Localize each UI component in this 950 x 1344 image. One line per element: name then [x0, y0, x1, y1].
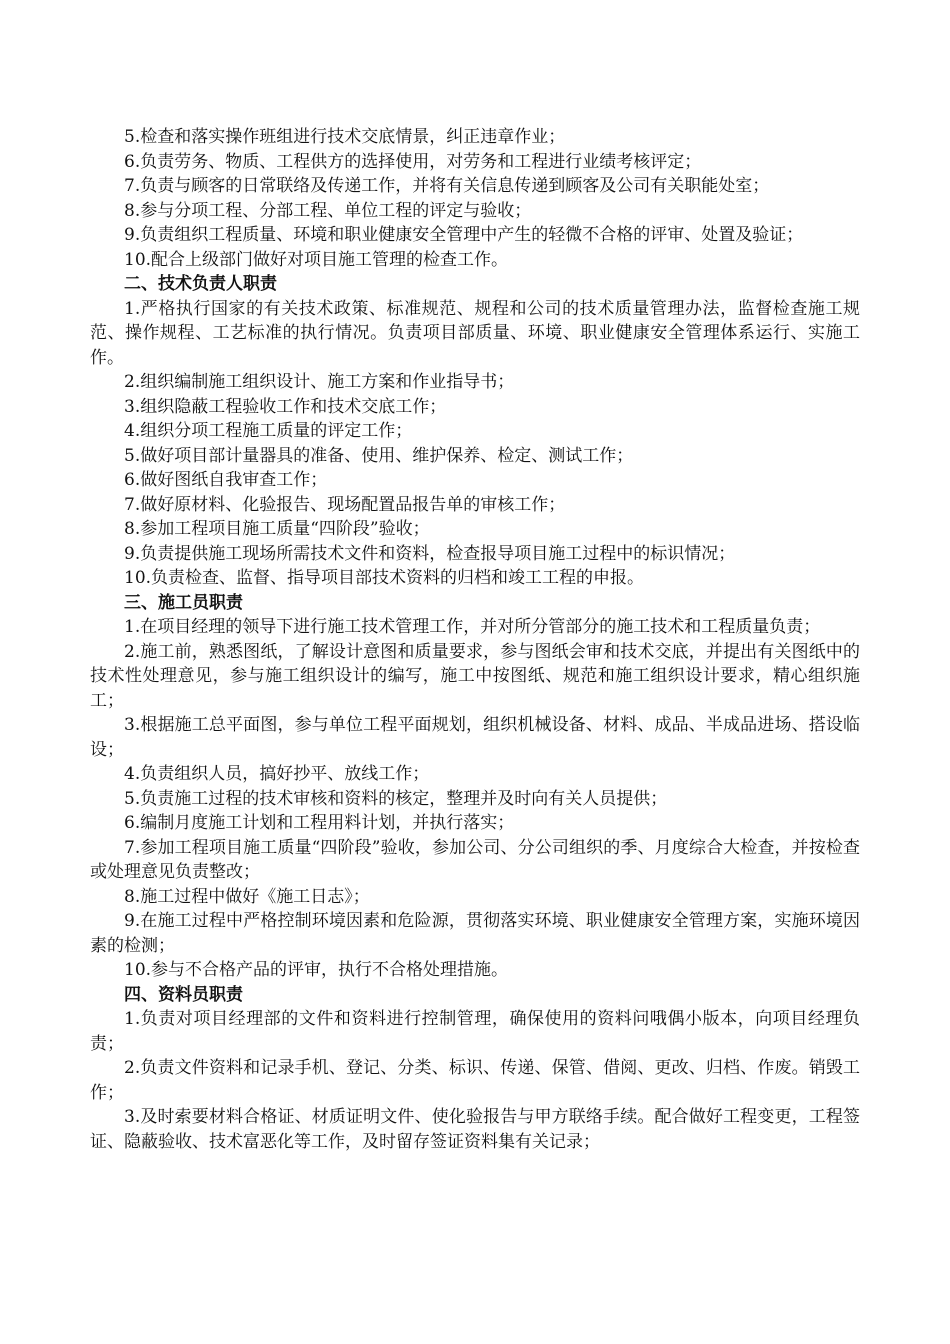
paragraph: 7.做好原材料、化验报告、现场配置品报告单的审核工作； — [124, 494, 566, 515]
section-heading: 四、资料员职责 — [124, 984, 243, 1005]
paragraph: 2.施工前，熟悉图纸，了解设计意图和质量要求，参与图纸会审和技术交底，并提出有关图纸中的技术性处理意见，参与施工组织设计的编写，施工中按图纸、规范和施工组织设计要求，精心组织施工； — [90, 641, 860, 711]
paragraph: 2.组织编制施工组织设计、施工方案和作业指导书； — [124, 372, 515, 392]
paragraph: 10.配合上级部门做好对项目施工管理的检查工作。 — [124, 249, 509, 270]
paragraph: 1.严格执行国家的有关技术政策、标准规范、规程和公司的技术质量管理办法，监督检查施工规范、操作规程、工艺标准的执行情况。负责项目部质量、环境、职业健康安全管理体系运行、实施工作。 — [90, 298, 860, 368]
paragraph: 7.参加工程项目施工质量“四阶段”验收，参加公司、分公司组织的季、月度综合大检查，并按检查或处理意见负责整改； — [90, 837, 860, 882]
paragraph: 3.及时索要材料合格证、材质证明文件、使化验报告与甲方联络手续。配合做好工程变更，工程签证、隐蔽验收、技术富恶化等工作，及时留存签证资料集有关记录； — [90, 1107, 860, 1152]
paragraph: 1.在项目经理的领导下进行施工技术管理工作，并对所分管部分的施工技术和工程质量负责； — [124, 617, 821, 637]
document-body — [90, 125, 860, 1154]
paragraph: 5.负责施工过程的技术审核和资料的核定，整理并及时向有关人员提供； — [124, 788, 668, 809]
paragraph: 10.负责检查、监督、指导项目部技术资料的归档和竣工工程的申报。 — [124, 568, 645, 588]
paragraph: 10.参与不合格产品的评审，执行不合格处理措施。 — [124, 960, 509, 980]
paragraph: 8.施工过程中做好《施工日志》； — [124, 886, 370, 907]
paragraph: 3.组织隐蔽工程验收工作和技术交底工作； — [124, 396, 447, 417]
section-heading: 三、施工员职责 — [124, 592, 243, 613]
paragraph: 4.负责组织人员，搞好抄平、放线工作； — [124, 764, 430, 784]
paragraph: 5.做好项目部计量器具的准备、使用、维护保养、检定、测试工作； — [124, 445, 634, 466]
paragraph: 3.根据施工总平面图，参与单位工程平面规划，组织机械设备、材料、成品、半成品进场、搭设临设； — [90, 715, 860, 760]
paragraph: 9.在施工过程中严格控制环境因素和危险源，贯彻落实环境、职业健康安全管理方案，实施环境因素的检测； — [90, 911, 860, 956]
paragraph: 8.参加工程项目施工质量“四阶段”验收； — [124, 519, 430, 539]
paragraph: 9.负责组织工程质量、环境和职业健康安全管理中产生的轻微不合格的评审、处置及验证； — [124, 225, 804, 245]
paragraph: 6.负责劳务、物质、工程供方的选择使用，对劳务和工程进行业绩考核评定； — [124, 151, 702, 172]
section-heading: 二、技术负责人职责 — [124, 274, 277, 294]
paragraph: 2.负责文件资料和记录手机、登记、分类、标识、传递、保管、借阅、更改、归档、作废。销毁工作； — [90, 1058, 860, 1103]
paragraph: 1.负责对项目经理部的文件和资料进行控制管理，确保使用的资料问哦偶小版本，向项目经理负责； — [90, 1009, 860, 1054]
paragraph: 6.做好图纸自我审查工作； — [124, 470, 328, 490]
paragraph: 6.编制月度施工计划和工程用料计划，并执行落实； — [124, 813, 515, 833]
paragraph: 5.检查和落实操作班组进行技术交底情景，纠正违章作业； — [124, 127, 566, 147]
paragraph: 9.负责提供施工现场所需技术文件和资料，检查报导项目施工过程中的标识情况； — [124, 543, 736, 564]
paragraph: 4.组织分项工程施工质量的评定工作； — [124, 421, 413, 441]
paragraph: 7.负责与顾客的日常联络及传递工作，并将有关信息传递到顾客及公司有关职能处室； — [124, 176, 770, 196]
paragraph: 8.参与分项工程、分部工程、单位工程的评定与验收； — [124, 200, 532, 221]
